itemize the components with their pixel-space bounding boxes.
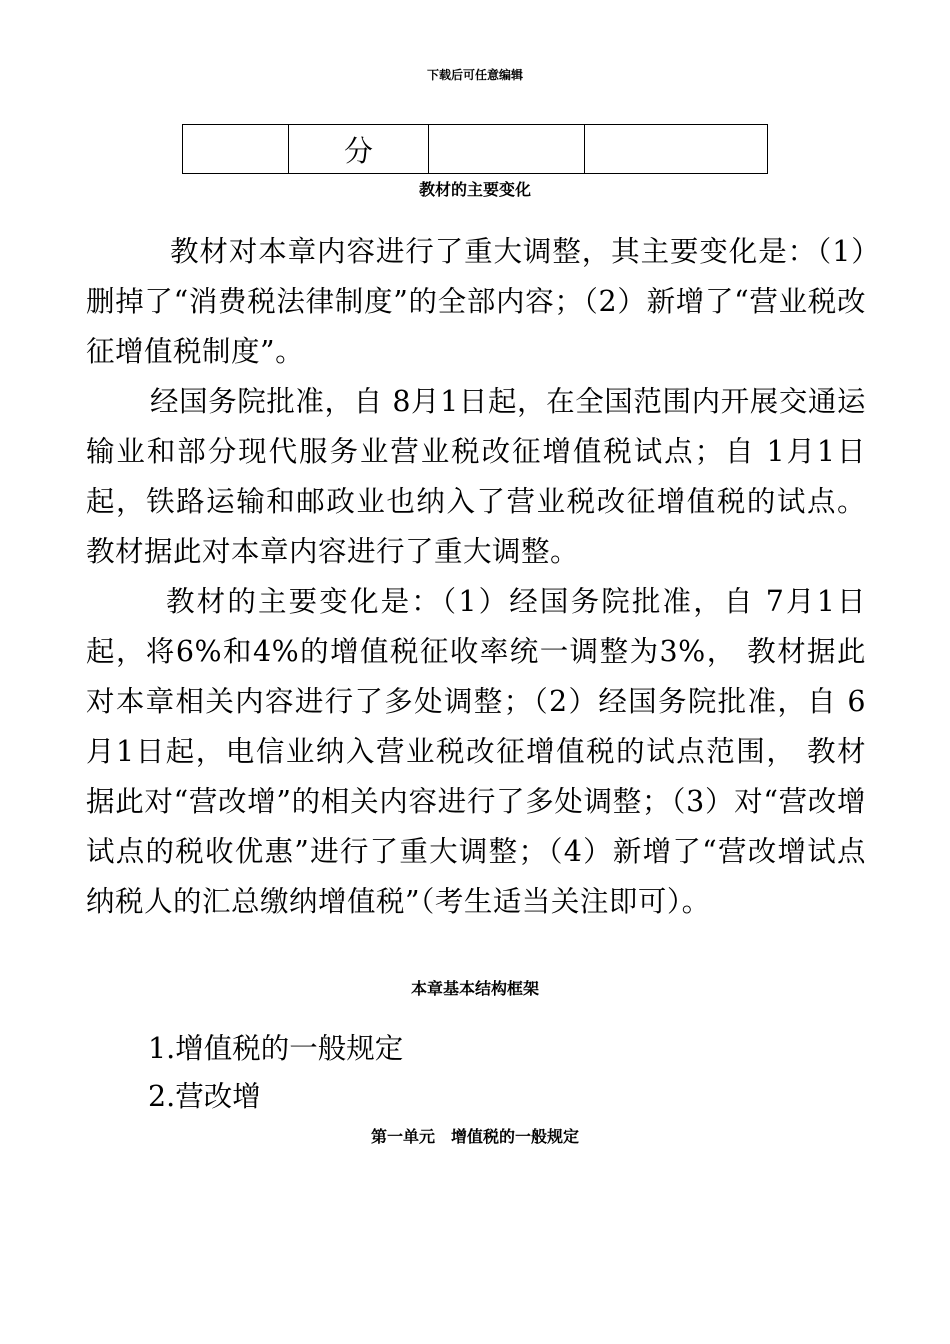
table-cell	[585, 125, 768, 174]
outline-list	[148, 1025, 403, 1121]
paragraph-1: 教材对本章内容进行了重大调整，其主要变化是：（1）删掉了“消费税法律制度”的全部内容；（2）新增了“营业税改征增值税制度”。	[86, 235, 866, 368]
top-table	[182, 124, 768, 174]
page-header: 下载后可任意编辑	[426, 68, 523, 82]
paragraph-2: 经国务院批准，自 8月1日起，在全国范围内开展交通运输业和部分现代服务业营业税改征增值税试点；自 1月1日起，铁路运输和邮政业也纳入了营业税改征增值税的试点。 教材据此对本章内容进行了重大调整。	[86, 385, 866, 568]
body-text	[86, 227, 866, 927]
outline-item: 1.增值税的一般规定	[148, 1032, 404, 1065]
caption-framework: 本章基本结构框架	[410, 979, 539, 998]
caption-unit-one: 第一单元 增值税的一般规定	[370, 1127, 579, 1146]
outline-item: 2.营改增	[148, 1080, 261, 1113]
table-cell	[429, 125, 585, 174]
paragraph-3: 教材的主要变化是：（1）经国务院批准，自 7月1日起，将6%和4%的增值税征收率统一调整为3%， 教材据此对本章相关内容进行了多处调整；（2）经国务院批准，自 6月1日起，电信业纳入营业税改征增值税的试点范围， 教材据此对“营改增”的相关内容进行了多处调整；（3）对“营改增试点的税收优惠”进行了重大调整；（4）新增了“营改增试点纳税人的汇总缴纳增值税”（考生适当关注即可）。	[86, 585, 866, 918]
table-cell	[183, 125, 289, 174]
table-cell: 分	[289, 125, 429, 174]
caption-changes: 教材的主要变化	[418, 180, 531, 199]
